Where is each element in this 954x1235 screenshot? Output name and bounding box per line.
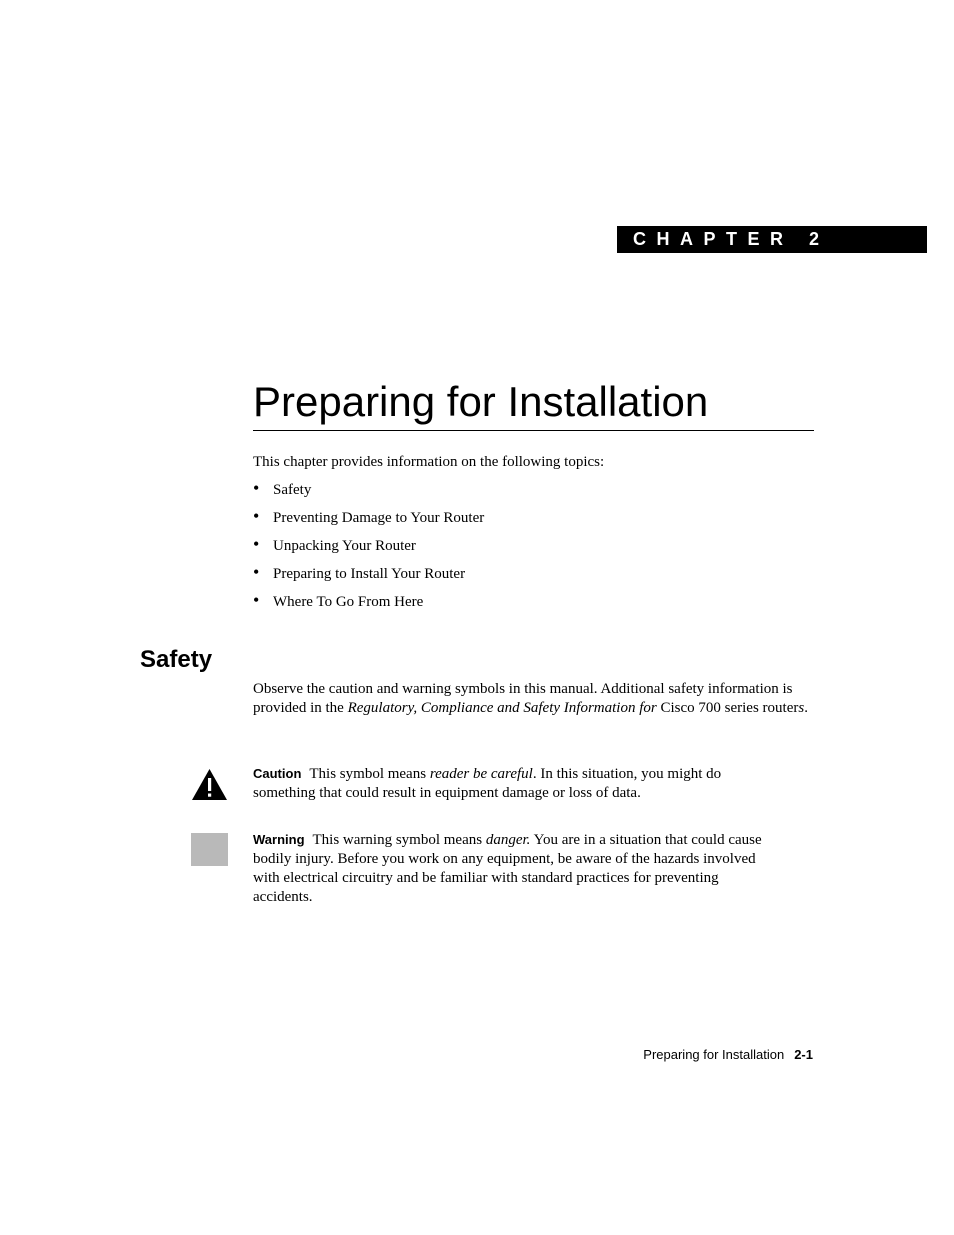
topic-label: Preventing Damage to Your Router xyxy=(273,510,485,526)
section-heading-safety: Safety xyxy=(140,646,213,673)
page-footer xyxy=(643,1047,813,1062)
warning-note xyxy=(253,830,763,907)
bullet-icon: • xyxy=(253,590,260,610)
bullet-icon: • xyxy=(253,562,260,582)
caution-text-italic: reader be careful xyxy=(429,766,533,782)
caution-text-2: . In this situation, you might do something that could result in equipment damage or loss of data. xyxy=(253,766,722,801)
caution-triangle-icon xyxy=(191,768,228,801)
safety-text-part2: Cisco 700 series router xyxy=(656,700,799,716)
safety-text-end: . xyxy=(804,700,808,716)
bullet-icon: • xyxy=(253,534,260,554)
warning-text-1: This warning symbol means xyxy=(312,832,486,848)
list-item xyxy=(253,479,484,507)
safety-doc-title: Regulatory, Compliance and Safety Information for xyxy=(347,700,657,716)
safety-text-italic-s: s xyxy=(798,700,805,716)
topic-label: Unpacking Your Router xyxy=(273,538,416,554)
topic-label: Where To Go From Here xyxy=(273,594,424,610)
list-item xyxy=(253,535,484,563)
page-number: 2-1 xyxy=(794,1047,813,1062)
warning-text-italic: danger. xyxy=(485,832,531,848)
caution-note xyxy=(253,764,763,803)
topic-label: Safety xyxy=(273,482,312,498)
warning-symbol-icon xyxy=(191,833,228,866)
topic-label: Preparing to Install Your Router xyxy=(273,566,466,582)
warning-text-2: You are in a situation that could cause bodily injury. Before you work on any equipment, be aware of the hazards involved with electrical circuitry and be familiar with standard practices for preventing accidents. xyxy=(253,832,762,905)
safety-paragraph xyxy=(253,680,815,718)
chapter-label: CHAPTER 2 xyxy=(617,226,927,253)
bullet-icon: • xyxy=(253,506,260,526)
caution-label: Caution xyxy=(253,766,302,781)
topic-list xyxy=(253,479,484,619)
list-item xyxy=(253,507,484,535)
bullet-icon: • xyxy=(253,478,260,498)
intro-text: This chapter provides information on the following topics: xyxy=(253,454,605,470)
page-title: Preparing for Installation xyxy=(253,374,814,431)
caution-text-1: This symbol means xyxy=(309,766,430,782)
warning-label: Warning xyxy=(253,832,305,847)
footer-title: Preparing for Installation xyxy=(643,1047,785,1062)
list-item xyxy=(253,591,484,619)
safety-text-part1: Observe the caution and warning symbols in this manual. Additional safety information is provided in the xyxy=(253,681,793,716)
list-item xyxy=(253,563,484,591)
